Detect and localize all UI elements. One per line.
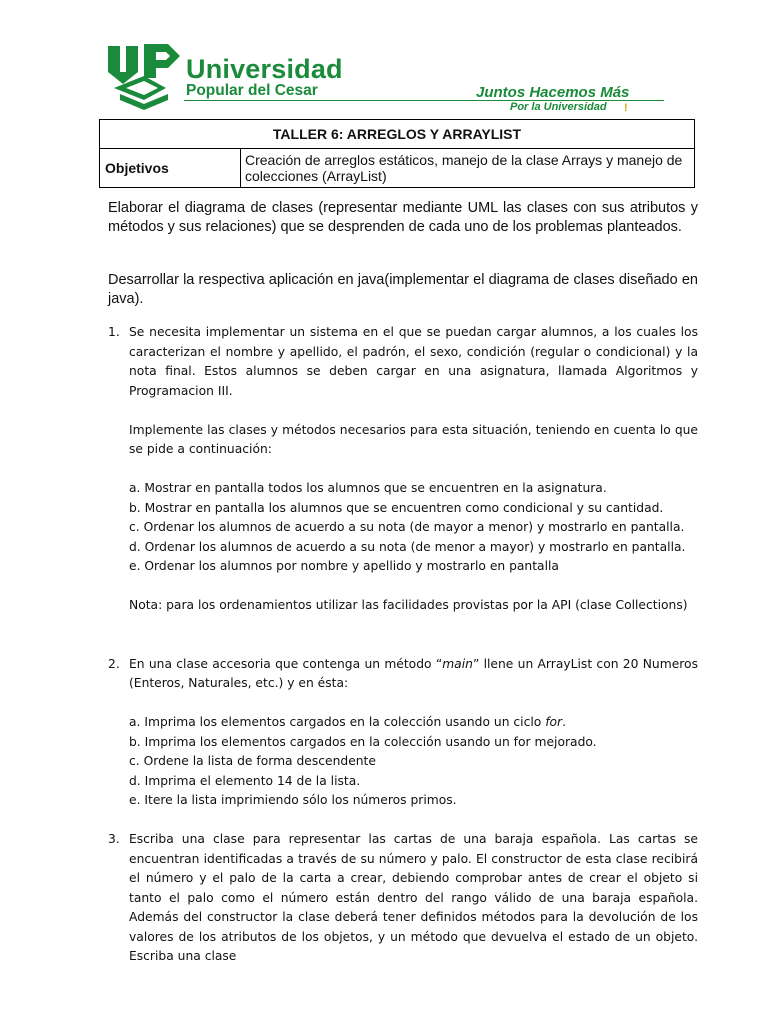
slogan: Juntos Hacemos Más <box>476 84 630 101</box>
list-item: e. Itere la lista imprimiendo sólo los números primos. <box>129 793 457 807</box>
university-name: Universidad <box>186 54 343 84</box>
list-item: e. Ordenar los alumnos por nombre y apellido y mostrarlo en pantalla <box>129 559 559 573</box>
list-item: b. Mostrar en pantalla los alumnos que se encuentren como condicional y su cantidad. <box>129 500 664 515</box>
workshop-title: TALLER 6: ARREGLOS Y ARRAYLIST <box>100 120 695 149</box>
problem-text: Escriba una clase para representar las cartas de una baraja española. Las cartas se encuentran identificadas a través de su número y palo. El constructor de esta clase recibirá el número y el palo de la carta a crear, debiendo comprobar antes de crear el objeto si tanto el palo como el número están dentro del rango válido de una baraja española. Además del constructor la clase deberá tener definidos métodos para la devolución de los valores de los atributos de los objetos, y un método que devuelva el estado de un objeto. Escriba una clase <box>129 832 698 963</box>
problem-number: 2. <box>108 656 120 671</box>
slogan-sub: Por la Universidad <box>510 101 607 113</box>
problem-text: En una clase accesoria que contenga un método “main” llene un ArrayList con 20 Numeros (Enteros, Naturales, etc.) y en ésta: <box>129 656 698 690</box>
slogan-mark: ! <box>624 102 628 114</box>
university-logo-icon <box>106 42 182 112</box>
problem-list <box>108 323 698 967</box>
list-item: d. Ordenar los alumnos de acuerdo a su nota (de menor a mayor) y mostrarlo en pantalla. <box>129 539 686 554</box>
problem-1 <box>108 323 698 616</box>
list-item: a. Mostrar en pantalla todos los alumnos que se encuentren en la asignatura. <box>129 481 607 495</box>
problem-2 <box>108 655 698 811</box>
list-item: c. Ordene la lista de forma descendente <box>129 754 376 768</box>
list-item: c. Ordenar los alumnos de acuerdo a su nota (de mayor a menor) y mostrarlo en pantalla. <box>129 520 685 534</box>
problem-3 <box>108 830 698 967</box>
problem-instruction: Implemente las clases y métodos necesarios para esta situación, teniendo en cuenta lo que se pide a continuación: <box>129 422 698 456</box>
problem-number: 1. <box>108 325 120 339</box>
university-subtitle: Popular del Cesar <box>186 82 318 99</box>
intro-paragraph-1: Elaborar el diagrama de clases (representar mediante UML las clases con sus atributos y métodos y sus relaciones) que se desprenden de cada uno de los problemas planteados. <box>108 200 698 235</box>
workshop-table <box>99 119 695 188</box>
objectives-label: Objetivos <box>100 149 241 188</box>
intro-paragraph-2: Desarrollar la respectiva aplicación en java(implementar el diagrama de clases diseñado en java). <box>108 272 698 307</box>
list-item: a. Imprima los elementos cargados en la colección usando un ciclo for. <box>129 715 567 729</box>
problem-text: Se necesita implementar un sistema en el que se puedan cargar alumnos, a los cuales los caracterizan el nombre y apellido, el padrón, el sexo, condición (regular o condicional) y la nota final. Estos alumnos se deben cargar en una asignatura, llamada Algoritmos y Programacion III. <box>129 325 698 398</box>
problem-number: 3. <box>108 832 120 846</box>
header <box>104 40 666 116</box>
objectives-text: Creación de arreglos estáticos, manejo de la clase Arrays y manejo de colecciones (ArrayList) <box>241 149 695 188</box>
problem-note: Nota: para los ordenamientos utilizar las facilidades provistas por la API (clase Collections) <box>129 598 688 612</box>
list-item: b. Imprima los elementos cargados en la colección usando un for mejorado. <box>129 734 597 749</box>
list-item: d. Imprima el elemento 14 de la lista. <box>129 773 361 788</box>
